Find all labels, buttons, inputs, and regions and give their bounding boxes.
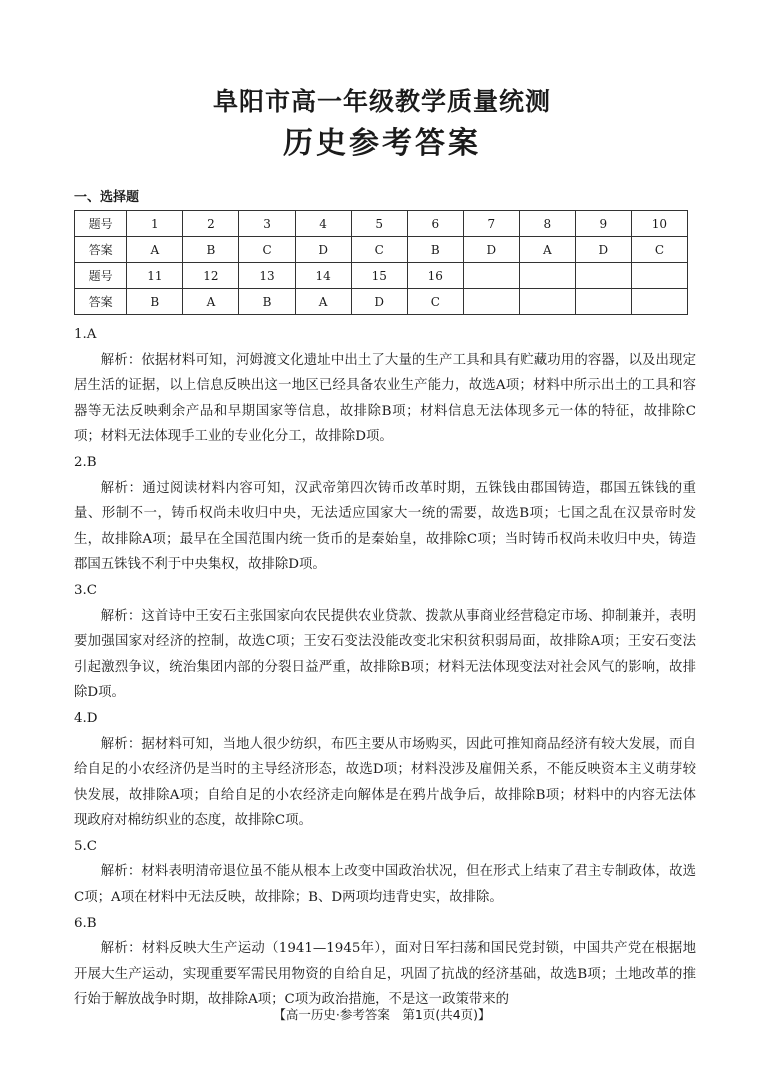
- answer-cell: B: [183, 237, 239, 263]
- explanation-item: [74, 322, 696, 450]
- answer-cell: D: [295, 237, 351, 263]
- answer-cell: [575, 289, 631, 315]
- answer-cell: B: [407, 237, 463, 263]
- table-row: [75, 237, 688, 263]
- section-heading: 一、选择题: [74, 190, 140, 205]
- answer-cell: D: [463, 237, 519, 263]
- row-label-answer: 答案: [75, 237, 127, 263]
- question-number-cell: 1: [127, 211, 183, 237]
- row-label-question: 题号: [75, 211, 127, 237]
- answer-cell: A: [295, 289, 351, 315]
- explanation-item: [74, 911, 696, 1013]
- answer-cell: [463, 289, 519, 315]
- answer-cell: D: [351, 289, 407, 315]
- question-number-cell: 16: [407, 263, 463, 289]
- question-number-cell: [575, 263, 631, 289]
- question-number-cell: 5: [351, 211, 407, 237]
- question-number-cell: [631, 263, 687, 289]
- table-row: [75, 289, 688, 315]
- explanation-text: 解析：通过阅读材料内容可知，汉武帝第四次铸币改革时期，五铢钱由郡国铸造，郡国五铢钱的重量、形制不一，铸币权尚未收归中央，无法适应国家大一统的需要，故选B项；七国之乱在汉景帝时发生，故排除A项；最早在全国范围内统一货币的是秦始皇，故排除C项；当时铸币权尚未收归中央，铸造郡国五铢钱不利于中央集权，故排除D项。: [74, 480, 696, 573]
- table-row: [75, 211, 688, 237]
- question-answer-number: 6.B: [74, 915, 97, 931]
- answer-table: [74, 210, 688, 315]
- answer-cell: [631, 289, 687, 315]
- explanations-list: [74, 322, 696, 1013]
- question-number-cell: 14: [295, 263, 351, 289]
- explanation-text: 解析：据材料可知，当地人很少纺织，布匹主要从市场购买，因此可推知商品经济有较大发展，而自给自足的小农经济仍是当时的主导经济形态，故选D项；材料没涉及雇佣关系，不能反映资本主义萌芽较快发展，故排除A项；自给自足的小农经济走向解体是在鸦片战争后，故排除B项；材料中的内容无法体现政府对棉纺织业的态度，故排除C项。: [74, 736, 696, 829]
- answer-cell: C: [239, 237, 295, 263]
- question-number-cell: 7: [463, 211, 519, 237]
- question-answer-number: 1.A: [74, 327, 97, 342]
- question-number-cell: 2: [183, 211, 239, 237]
- explanation-text: 解析：这首诗中王安石主张国家向农民提供农业贷款、拨款从事商业经营稳定市场、抑制兼并，表明要加强国家对经济的控制，故选C项；王安石变法没能改变北宋积贫积弱局面，故排除A项；王安石变法引起激烈争议，统治集团内部的分裂日益严重，故排除B项；材料无法体现变法对社会风气的影响，故排除D项。: [74, 608, 696, 701]
- question-number-cell: 10: [631, 211, 687, 237]
- row-label-question: 题号: [75, 263, 127, 289]
- answer-cell: A: [519, 237, 575, 263]
- answer-cell: B: [239, 289, 295, 315]
- explanation-item: [74, 578, 696, 706]
- answer-cell: C: [407, 289, 463, 315]
- question-answer-number: 5.C: [74, 838, 98, 854]
- question-number-cell: 4: [295, 211, 351, 237]
- question-number-cell: [519, 263, 575, 289]
- document-subtitle: 历史参考答案: [283, 126, 481, 161]
- answer-cell: A: [183, 289, 239, 315]
- answer-cell: D: [575, 237, 631, 263]
- answer-cell: [519, 289, 575, 315]
- explanation-item: [74, 834, 696, 911]
- answer-cell: C: [631, 237, 687, 263]
- question-number-cell: 9: [575, 211, 631, 237]
- table-row: [75, 263, 688, 289]
- explanation-item: [74, 706, 696, 834]
- question-number-cell: 8: [519, 211, 575, 237]
- explanation-text: 解析：依据材料可知，河姆渡文化遗址中出土了大量的生产工具和具有贮藏功用的容器，以及出现定居生活的证据，以上信息反映出这一地区已经具备农业生产能力，故选A项；材料中所示出土的工具和容器等无法反映剩余产品和早期国家等信息，故排除B项；材料信息无法体现多元一体的特征，故排除C项；材料无法体现手工业的专业化分工，故排除D项。: [74, 352, 696, 445]
- question-number-cell: 15: [351, 263, 407, 289]
- answer-cell: A: [127, 237, 183, 263]
- question-answer-number: 4.D: [74, 710, 98, 726]
- question-answer-number: 3.C: [74, 582, 98, 598]
- answer-cell: B: [127, 289, 183, 315]
- question-number-cell: 13: [239, 263, 295, 289]
- explanation-item: [74, 450, 696, 578]
- explanation-text: 解析：材料反映大生产运动（1941—1945年），面对日军扫荡和国民党封锁，中国共产党在根据地开展大生产运动，实现重要军需民用物资的自给自足，巩固了抗战的经济基础，故选B项；土地改革的推行始于解放战争时期，故排除A项；C项为政治措施，不是这一政策带来的: [74, 941, 696, 1008]
- question-answer-number: 2.B: [74, 454, 97, 470]
- explanation-text: 解析：材料表明清帝退位虽不能从根本上改变中国政治状况，但在形式上结束了君主专制政体，故选C项；A项在材料中无法反映，故排除；B、D两项均违背史实，故排除。: [74, 864, 696, 906]
- row-label-answer: 答案: [75, 289, 127, 315]
- question-number-cell: 6: [407, 211, 463, 237]
- question-number-cell: 12: [183, 263, 239, 289]
- page-footer: 【高一历史·参考答案 第1页(共4页)】: [273, 1007, 491, 1022]
- question-number-cell: 11: [127, 263, 183, 289]
- question-number-cell: [463, 263, 519, 289]
- document-title: 阜阳市高一年级教学质量统测: [212, 87, 551, 116]
- answer-cell: C: [351, 237, 407, 263]
- question-number-cell: 3: [239, 211, 295, 237]
